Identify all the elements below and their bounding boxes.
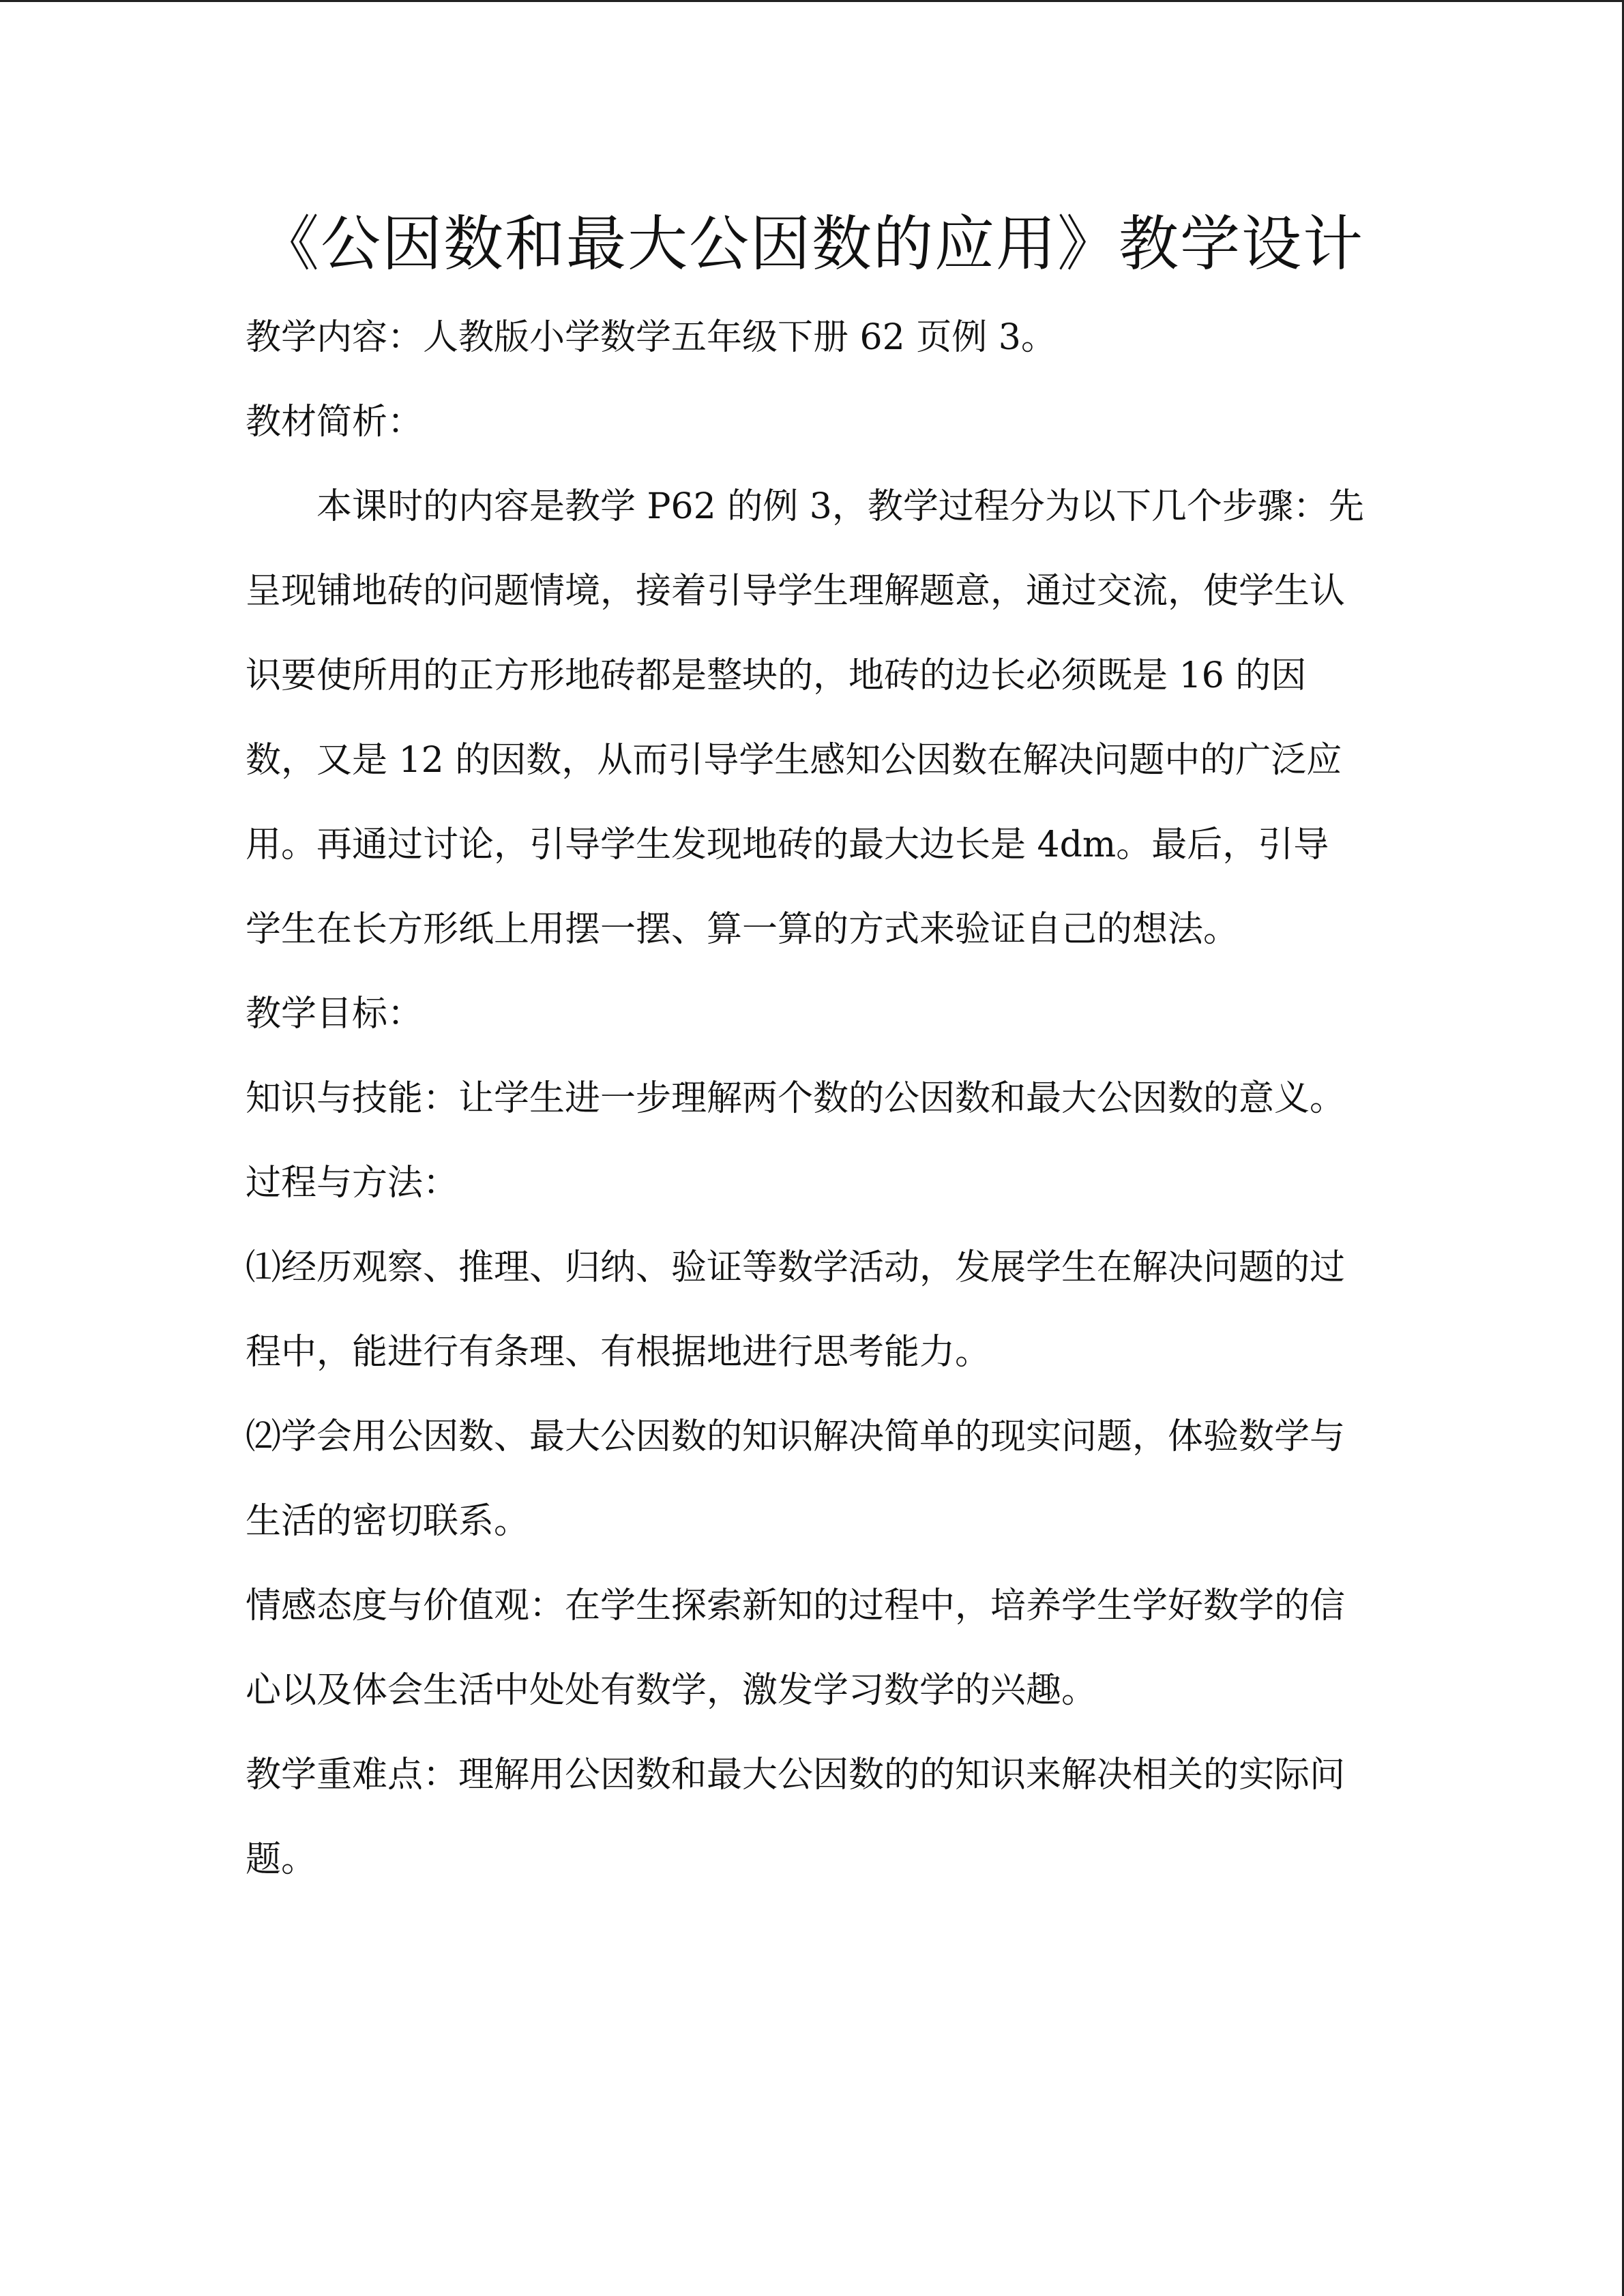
material-heading: 教材简析： bbox=[246, 402, 424, 443]
knowledge-skills: 知识与技能：让学生进一步理解两个数的公因数和最大公因数的意义。 bbox=[246, 1078, 1346, 1119]
teaching-content: 教学内容：人教版小学数学五年级下册 62 页例 3。 bbox=[246, 317, 1057, 358]
process-item-1: ⑴经历观察、推理、归纳、验证等数学活动，发展学生在解决问题的过程中，能进行有条理、有根据地进行思考能力。 bbox=[246, 1247, 1346, 1373]
process-item-2: ⑵学会用公因数、最大公因数的知识解决简单的现实问题，体验数学与生活的密切联系。 bbox=[246, 1416, 1346, 1542]
material-paragraph: 本课时的内容是教学 P62 的例 3，教学过程分为以下几个步骤：先呈现铺地砖的问题情境，接着引导学生理解题意，通过交流，使学生认识要使所用的正方形地砖都是整块的，地砖的边长必须既是 16 的因数，又是 12 的因数，从而引导学生感知公因数在解决问题中的广泛应用。再通过讨论，引导学生发现地砖的最大边长是 4dm。最后，引导学生在长方形纸上用摆一摆、算一算的方式来验证自己的想法。 bbox=[246, 486, 1364, 950]
document-body bbox=[246, 200, 1364, 1902]
emotion-values: 情感态度与价值观：在学生探索新知的过程中，培养学生学好数学的信心以及体会生活中处处有数学，激发学习数学的兴趣。 bbox=[246, 1585, 1346, 1711]
document-title: 《公因数和最大公因数的应用》教学设计 bbox=[259, 209, 1365, 279]
key-difficulties: 教学重难点：理解用公因数和最大公因数的的知识来解决相关的实际问题。 bbox=[246, 1755, 1346, 1880]
goals-heading: 教学目标： bbox=[246, 994, 424, 1034]
process-methods-heading: 过程与方法： bbox=[246, 1163, 459, 1204]
